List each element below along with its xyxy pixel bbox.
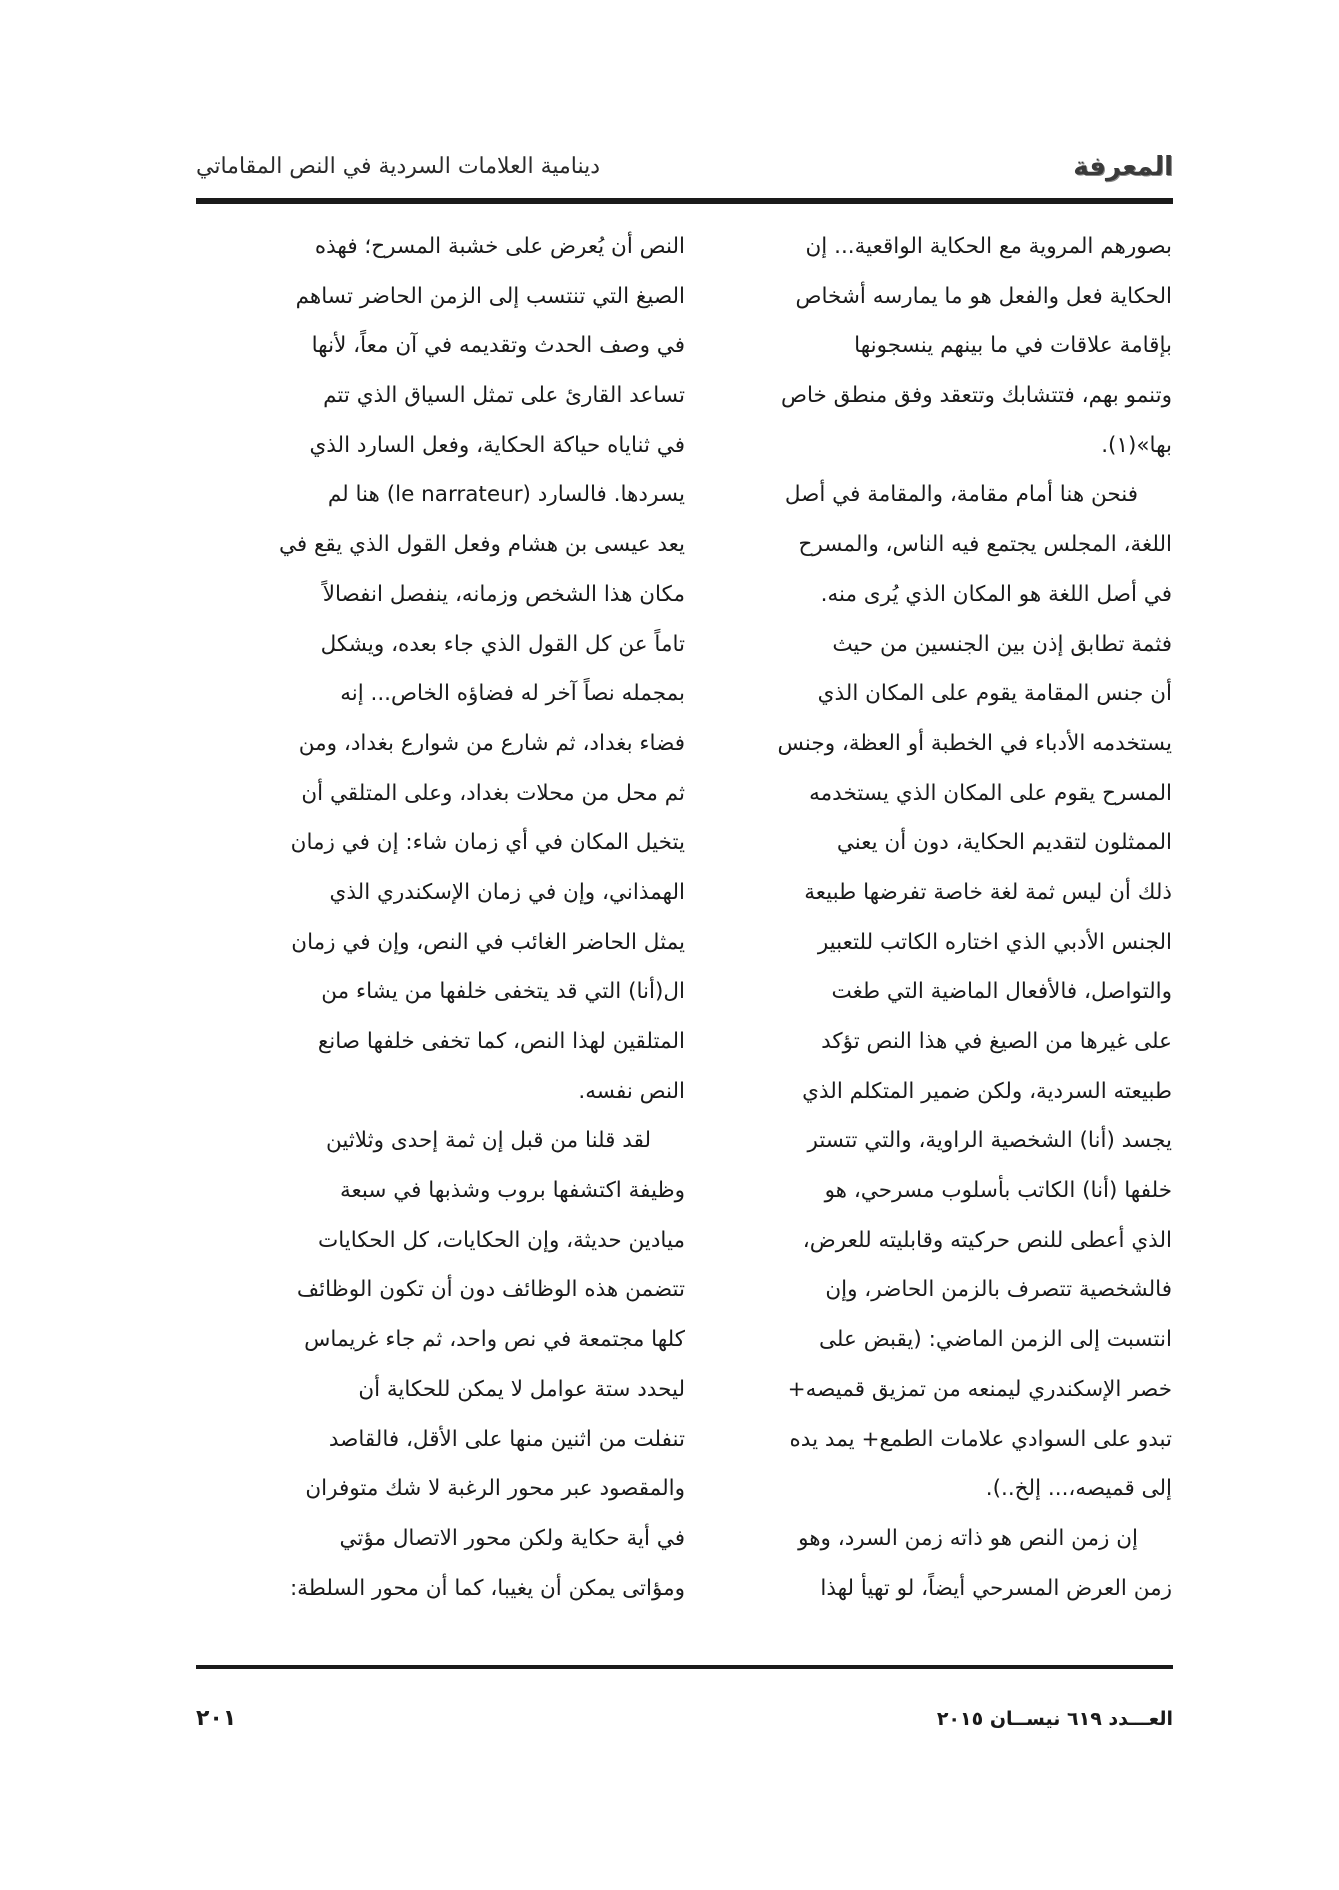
text-line: يتخيل المكان في أي زمان شاء: إن في زمان xyxy=(290,830,685,856)
footer-rule xyxy=(196,1665,1173,1669)
text-line: ميادين حديثة، وإن الحكايات، كل الحكايات xyxy=(318,1227,685,1253)
text-line: على غيرها من الصيغ في هذا النص تؤكد xyxy=(821,1029,1172,1054)
text-line: اللغة، المجلس يجتمع فيه الناس، والمسرح xyxy=(798,532,1172,558)
text-line: يجسد (أنا) الشخصية الراوية، والتي تتستر xyxy=(807,1128,1172,1154)
text-line: في وصف الحدث وتقديمه في آن معاً، لأنها xyxy=(311,333,685,359)
header-rule xyxy=(196,198,1173,204)
text-line: المسرح يقوم على المكان الذي يستخدمه xyxy=(809,780,1172,806)
text-line: فضاء بغداد، ثم شارع من شوارع بغداد، ومن xyxy=(298,730,685,756)
text-line: ذلك أن ليس ثمة لغة خاصة تفرضها طبيعة xyxy=(804,879,1172,905)
text-line: فالشخصية تتصرف بالزمن الحاضر، وإن xyxy=(825,1277,1172,1303)
text-line: يسردها. فالسارد (le narrateur) هنا لم xyxy=(327,482,685,508)
text-line: يستخدمه الأدباء في الخطبة أو العظة، وجنس xyxy=(777,730,1172,756)
text-line: مكان هذا الشخص وزمانه، ينفصل انفصالاً xyxy=(322,581,685,607)
text-line: يمثل الحاضر الغائب في النص، وإن في زمان xyxy=(291,929,685,955)
right-text-column xyxy=(684,222,1172,1613)
running-title: دينامية العلامات السردية في النص المقاماتي xyxy=(196,154,601,179)
text-line: تتضمن هذه الوظائف دون أن تكون الوظائف xyxy=(296,1277,685,1303)
issue-info: العـــدد ٦١٩ نيســان ٢٠١٥ xyxy=(936,1708,1173,1730)
text-line: تنفلت من اثنين منها على الأقل، فالقاصد xyxy=(328,1426,685,1452)
text-line: طبيعته السردية، ولكن ضمير المتكلم الذي xyxy=(802,1078,1172,1104)
text-line: والتواصل، فالأفعال الماضية التي طغت xyxy=(831,979,1172,1005)
text-line: في ثناياه حياكة الحكاية، وفعل السارد الذي xyxy=(309,432,685,458)
left-text-column xyxy=(197,222,685,1613)
text-line: ثم محل من محلات بغداد، وعلى المتلقي أن xyxy=(301,780,685,806)
page-number: ٢٠١ xyxy=(196,1706,237,1731)
text-line: في أصل اللغة هو المكان الذي يُرى منه. xyxy=(820,581,1172,607)
text-line: بإقامة علاقات في ما بينهم ينسجونها xyxy=(854,333,1172,359)
text-line: النص نفسه. xyxy=(578,1078,685,1104)
text-line: انتسبت إلى الزمن الماضي: (يقبض على xyxy=(819,1327,1172,1353)
text-line: أن جنس المقامة يقوم على المكان الذي xyxy=(817,681,1172,707)
text-line: الذي أعطى للنص حركيته وقابليته للعرض، xyxy=(802,1227,1172,1253)
paragraph-start-line: لقد قلنا من قبل إن ثمة إحدى وثلاثين xyxy=(325,1128,651,1154)
text-line: فثمة تطابق إذن بين الجنسين من حيث xyxy=(832,631,1172,657)
text-line: بمجمله نصاً آخر له فضاؤه الخاص... إنه xyxy=(340,681,685,707)
text-line: الهمذاني، وإن في زمان الإسكندري الذي xyxy=(329,879,685,905)
text-line: الصيغ التي تنتسب إلى الزمن الحاضر تساهم xyxy=(295,283,685,309)
text-line: وتنمو بهم، فتتشابك وتتعقد وفق منطق خاص xyxy=(780,383,1172,409)
text-line: النص أن يُعرض على خشبة المسرح؛ فهذه xyxy=(314,234,685,259)
page-header xyxy=(196,146,1173,196)
text-line: المتلقين لهذا النص، كما تخفى خلفها صانع xyxy=(317,1029,685,1054)
text-line: خلفها (أنا) الكاتب بأسلوب مسرحي، هو xyxy=(824,1178,1172,1204)
text-line: يعد عيسى بن هشام وفعل القول الذي يقع في xyxy=(278,532,685,558)
text-line: ومؤاتى يمكن أن يغيبا، كما أن محور السلطة: xyxy=(289,1575,685,1601)
page-footer xyxy=(196,1708,1173,1748)
text-line: الممثلون لتقديم الحكاية، دون أن يعني xyxy=(836,830,1172,856)
text-line: تاماً عن كل القول الذي جاء بعده، ويشكل xyxy=(320,631,685,657)
text-line: والمقصود عبر محور الرغبة لا شك متوفران xyxy=(305,1476,685,1502)
text-line: تبدو على السوادي علامات الطمع+ يمد يده xyxy=(789,1426,1172,1452)
paragraph-start-line: إن زمن النص هو ذاته زمن السرد، وهو xyxy=(798,1525,1138,1551)
text-line: ال(أنا) التي قد يتخفى خلفها من يشاء من xyxy=(321,979,685,1005)
text-line: ليحدد ستة عوامل لا يمكن للحكاية أن xyxy=(358,1376,685,1402)
text-line: بها»(١). xyxy=(1101,432,1172,458)
paragraph-start-line: فنحن هنا أمام مقامة، والمقامة في أصل xyxy=(784,482,1138,508)
text-line: إلى قميصه،... إلخ..). xyxy=(985,1476,1172,1502)
text-line: وظيفة اكتشفها بروب وشذبها في سبعة xyxy=(340,1178,685,1204)
text-line: بصورهم المروية مع الحكاية الواقعية... إن xyxy=(805,234,1172,259)
text-line: تساعد القارئ على تمثل السياق الذي تتم xyxy=(323,383,685,409)
text-line: الجنس الأدبي الذي اختاره الكاتب للتعبير xyxy=(817,929,1172,955)
text-line: خصر الإسكندري ليمنعه من تمزيق قميصه+ xyxy=(787,1376,1172,1402)
text-line: الحكاية فعل والفعل هو ما يمارسه أشخاص xyxy=(795,283,1172,309)
magazine-brand: المعرفة xyxy=(1073,152,1173,182)
text-line: زمن العرض المسرحي أيضاً، لو تهيأ لهذا xyxy=(820,1575,1172,1601)
text-line: في أية حكاية ولكن محور الاتصال مؤتي xyxy=(339,1525,685,1551)
text-line: كلها مجتمعة في نص واحد، ثم جاء غريماس xyxy=(304,1327,685,1353)
